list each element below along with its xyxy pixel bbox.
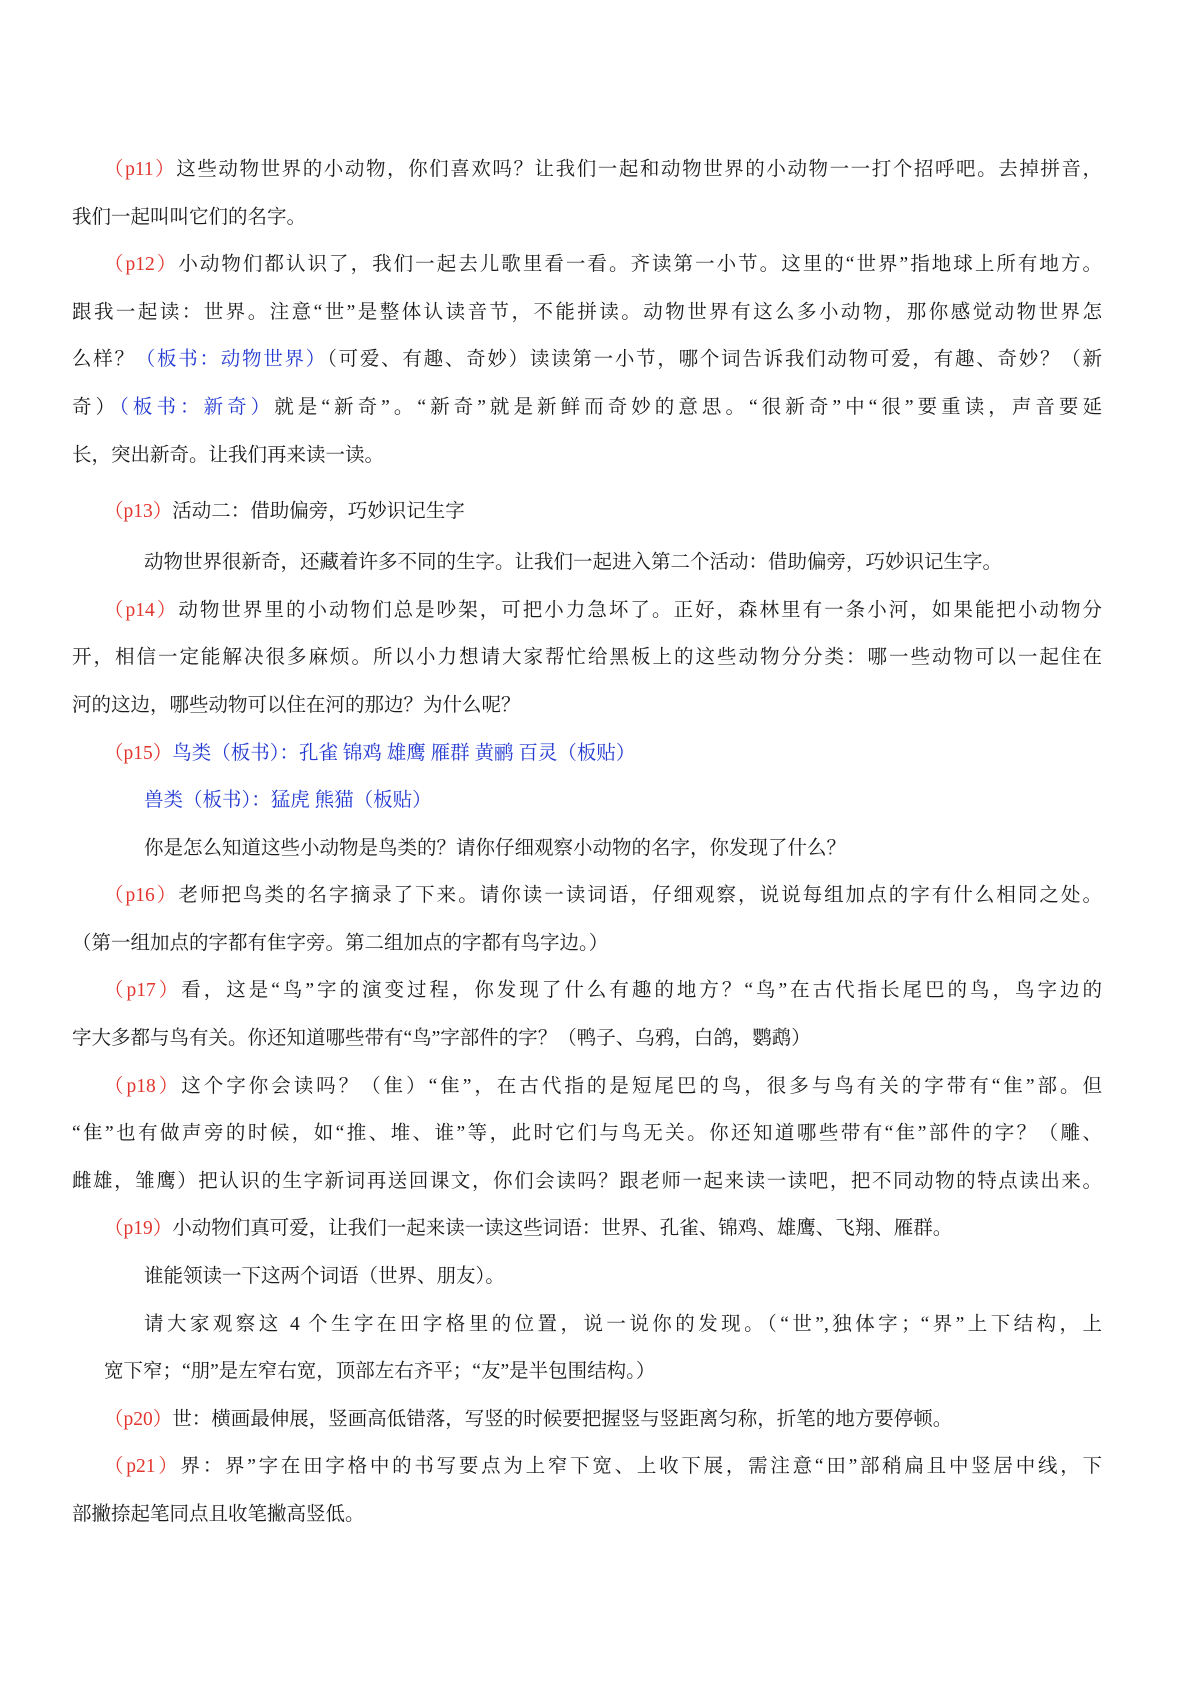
text-line (72, 146, 1102, 194)
paragraph-p12 (72, 241, 1102, 479)
paragraph-text: 河的这边，哪些动物可以住在河的那边？为什么呢？ (72, 694, 521, 716)
text-line (72, 194, 1102, 242)
paragraph-text: 奇） (72, 396, 120, 418)
text-line (72, 872, 1102, 920)
paragraph-p13 (72, 488, 1102, 587)
paragraph-text: 界：界”字在田字格中的书写要点为上窄下宽、上收下展，需注意“田”部稍扁且中竖居中线，下 (180, 1456, 1102, 1478)
text-line (72, 1158, 1102, 1206)
paragraph-p17 (72, 967, 1102, 1062)
board-note: （板书：新奇） (119, 396, 275, 418)
paragraph-p21 (72, 1443, 1102, 1538)
paragraph-text: “隹”也有做声旁的时候，如“推、堆、谁”等，此时它们与鸟无关。你还知道哪些带有“隹”部件的字？（雕、 (72, 1123, 1102, 1145)
paragraph-text: 看，这是“鸟”字的演变过程，你发现了什么有趣的地方？“鸟”在古代指长尾巴的鸟，鸟字边的 (181, 980, 1102, 1002)
page-label: （p16） (104, 885, 179, 907)
text-line (72, 682, 1102, 730)
paragraph-p11 (72, 146, 1102, 241)
text-line (72, 1301, 1102, 1349)
text-line (72, 488, 1102, 536)
paragraph-text: 这些动物世界的小动物，你们喜欢吗？让我们一起和动物世界的小动物一一打个招呼吧。去掉拼音， (176, 159, 1102, 180)
page-label: （p18） (104, 1075, 182, 1097)
page-label: （p20） (104, 1408, 173, 1430)
page-label: （p15） (104, 742, 173, 764)
paragraph-text: 就是“新奇”。“新奇”就是新鲜而奇妙的意思。“很新奇”中“很”要重读，声音要延 (274, 396, 1102, 418)
paragraph-text: 开，相信一定能解决很多麻烦。所以小力想请大家帮忙给黑板上的这些动物分分类：哪一些动物可以一起住在 (72, 647, 1102, 669)
paragraph-p16 (72, 872, 1102, 967)
text-line (72, 289, 1102, 337)
paragraph-text: 宽下窄；“朋”是左窄右宽，顶部左右齐平；“友”是半包围结构。） (104, 1361, 656, 1383)
board-note: （板书：动物世界） (135, 349, 328, 371)
paragraph-p19 (72, 1205, 1102, 1395)
text-line (72, 1110, 1102, 1158)
paragraph-text: 你是怎么知道这些小动物是鸟类的？请你仔细观察小动物的名字，你发现了什么？ (144, 837, 847, 859)
paragraph-text: 动物世界里的小动物们总是吵架，可把小力急坏了。正好，森林里有一条小河，如果能把小动物分 (178, 599, 1102, 621)
page-label: （p13） (104, 501, 173, 523)
text-line (72, 1396, 1102, 1444)
text-line (72, 967, 1102, 1015)
paragraph-text: 我们一起叫叫它们的名字。 (72, 206, 307, 228)
beast-word-cards: 兽类（板书）：猛虎 熊猫（板贴） (144, 790, 432, 812)
text-line (72, 1443, 1102, 1491)
text-line (72, 1253, 1102, 1301)
paragraph-text: 老师把鸟类的名字摘录了下来。请你读一读词语，仔细观察，说说每组加点的字有什么相同之处。 (178, 885, 1102, 907)
paragraph-text: 雌雄，雏鹰）把认识的生字新词再送回课文，你们会读吗？跟老师一起来读一读吧，把不同动物的特点读出来。 (72, 1170, 1102, 1192)
text-line (72, 241, 1102, 289)
paragraph-text: （第一组加点的字都有隹字旁。第二组加点的字都有鸟字边。） (72, 932, 609, 954)
paragraph-text: 世：横画最伸展，竖画高低错落，写竖的时候要把握竖与竖距离匀称，折笔的地方要停顿。 (172, 1408, 953, 1430)
text-line (72, 634, 1102, 682)
paragraph-p18 (72, 1063, 1102, 1206)
lesson-document (72, 146, 1102, 1539)
text-line (72, 777, 1102, 825)
paragraph-p20 (72, 1396, 1102, 1444)
paragraph-text: 跟我一起读：世界。注意“世”是整体认读音节，不能拼读。动物世界有这么多小动物，那你感觉动物世界怎 (72, 301, 1102, 323)
page-label: （p12） (104, 254, 179, 276)
text-line (72, 1491, 1102, 1539)
text-line (72, 920, 1102, 968)
paragraph-text: 长，突出新奇。让我们再来读一读。 (72, 444, 385, 466)
paragraph-text: （可爱、有趣、奇妙）读读第一小节，哪个词告诉我们动物可爱，有趣、奇妙？（新 (327, 349, 1102, 371)
paragraph-text: 字大多都与鸟有关。你还知道哪些带有“鸟”字部件的字？（鸭子、乌鸦，白鸽，鹦鹉） (72, 1028, 811, 1050)
text-line (72, 336, 1102, 384)
paragraph-text: 部撇捺起笔同点且收笔撇高竖低。 (72, 1504, 365, 1526)
bird-word-cards: 鸟类（板书）：孔雀 锦鸡 雄鹰 雁群 黄鹂 百灵（板贴） (172, 742, 636, 764)
text-line (72, 432, 1102, 480)
text-line (72, 539, 1102, 587)
text-line (72, 1205, 1102, 1253)
paragraph-text: 动物世界很新奇，还藏着许多不同的生字。让我们一起进入第二个活动：借助偏旁，巧妙识记生字。 (144, 552, 1003, 574)
paragraph-text: 请大家观察这 4 个生字在田字格里的位置，说一说你的发现。（“世”,独体字；“界”上下结构，上 (144, 1313, 1102, 1335)
text-line (72, 587, 1102, 635)
page-label: （p21） (104, 1456, 181, 1478)
page-label: （p17） (104, 980, 182, 1002)
paragraph-text: 这个字你会读吗？（隹）“隹”，在古代指的是短尾巴的鸟，很多与鸟有关的字带有“隹”部。但 (181, 1075, 1102, 1097)
paragraph-p15 (72, 730, 1102, 873)
text-line (72, 825, 1102, 873)
paragraph-text: 小动物们都认识了，我们一起去儿歌里看一看。齐读第一小节。这里的“世界”指地球上所有地方。 (178, 254, 1102, 276)
activity-heading: 活动二：借助偏旁，巧妙识记生字 (172, 501, 465, 523)
paragraph-text: 谁能领读一下这两个词语（世界、朋友）。 (144, 1266, 505, 1288)
text-line (72, 1348, 1102, 1396)
page-label: （p11） (104, 159, 177, 180)
page-label: （p14） (104, 599, 179, 621)
paragraph-p14 (72, 587, 1102, 730)
text-line (72, 730, 1102, 778)
text-line (72, 384, 1102, 432)
paragraph-text: 么样？ (72, 349, 136, 371)
page-label: （p19） (104, 1218, 173, 1240)
text-line (72, 1063, 1102, 1111)
text-line (72, 1015, 1102, 1063)
paragraph-text: 小动物们真可爱，让我们一起来读一读这些词语：世界、孔雀、锦鸡、雄鹰、飞翔、雁群。 (172, 1218, 953, 1240)
